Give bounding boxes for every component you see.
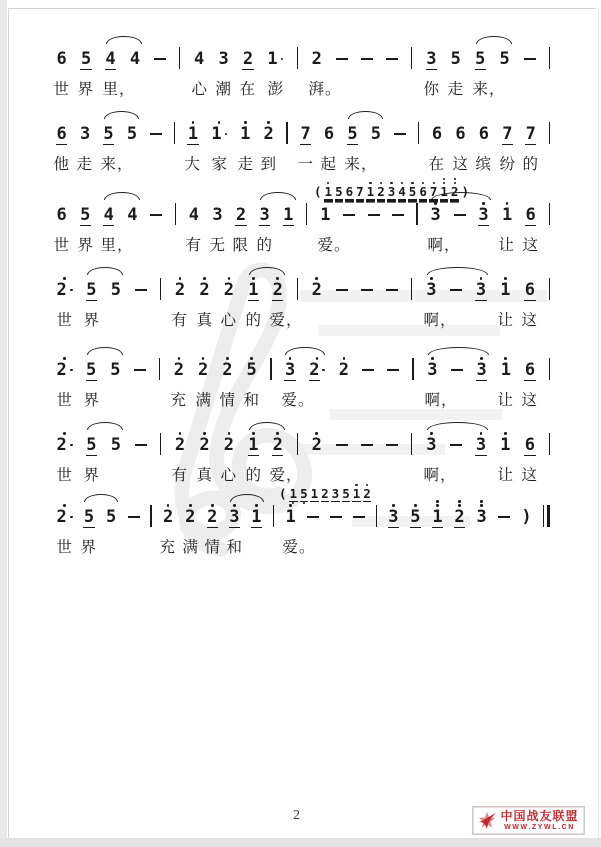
note: 4 [194,49,205,69]
note: 3 [259,205,270,225]
tie-arc [87,267,123,275]
note: 2 [454,498,465,535]
note: 1 [267,40,284,77]
tie-arc [348,111,383,119]
score-line-2 [53,115,550,177]
note: 1 [310,486,319,501]
barline [297,426,298,455]
score-line-7 [56,486,550,560]
barline [286,115,287,144]
note: 7 [300,124,311,144]
barline [159,351,160,380]
barline [549,115,550,144]
lyric-syllable: 潮 [215,81,233,98]
barline [174,115,175,144]
note: 5 [410,498,421,535]
note: 5 [475,49,486,69]
tie-arc [427,422,488,430]
barline [297,40,298,69]
note: 7 [525,124,536,144]
note: 4 [398,177,407,205]
lyric-syllable: 走 [76,156,94,173]
lyric-syllable: 充 [170,392,188,409]
note: 5 [103,124,114,144]
duration-dash [450,271,462,308]
lyric-syllable: 心 [191,81,209,98]
final-barline [543,498,550,527]
note: 3 [426,426,437,463]
note: 2 [223,426,234,463]
barline [549,426,550,455]
note: 6 [323,124,335,144]
note: 5 [347,124,358,144]
note: 6 [419,177,428,205]
score-line-1 [53,40,550,102]
tie-arc [104,192,140,200]
duration-dash [150,196,162,233]
note: 5 [80,49,92,69]
note: 5 [342,486,350,501]
interlude-figure [279,479,372,507]
note: 3 [218,49,229,69]
lyric-syllable: 的 [256,237,274,254]
note: 6 [431,124,443,144]
barline [150,498,151,527]
lyric-syllable: 世 [56,312,74,329]
note: 6 [56,49,67,69]
note: 2 [56,498,73,535]
note: 3 [430,196,441,233]
note: 1 [352,479,361,507]
lyric-syllable: 让 [497,467,515,484]
lyric-syllable: 限 [232,237,250,254]
note: 5 [80,205,91,225]
score-line-5 [56,351,550,413]
lyric-syllable: 这 [521,312,539,329]
note: 1 [432,498,443,535]
duration-dash [498,498,510,535]
lyric-syllable: 在 [428,156,446,173]
note: 5 [83,507,95,527]
lyric-syllable: 让 [497,312,515,329]
note: 5 [110,280,121,300]
note: 3 [476,498,487,535]
lyric-syllable: 这 [521,467,539,484]
lyric-syllable: 澎 [267,81,285,98]
lyric-syllable: 界 [77,81,95,98]
zywl-logo-url: WWW.ZYWL.CN [504,824,575,831]
barline [270,351,271,380]
score-line-3 [53,184,550,258]
lyric-syllable: 里， [100,237,134,254]
lyric-syllable: 有 [171,312,189,329]
duration-dash [387,351,399,388]
parenthesis: ( [279,486,287,501]
note: 4 [129,49,141,69]
lyric-syllable: 情 [219,392,237,409]
duration-dash [386,271,398,308]
note: 5 [86,435,97,455]
duration-dash [135,271,147,308]
note: 6 [478,124,489,144]
note-row [56,40,550,77]
star-logo-icon [476,810,498,832]
note: 2 [222,351,233,388]
zywl-logo-text [498,810,581,831]
interlude-figure [314,177,470,205]
note: 5 [499,49,510,69]
duration-dash [336,426,348,463]
lyric-syllable: 到 [260,156,278,173]
lyric-syllable: 这 [452,156,470,173]
page-edge-bottom [0,838,601,847]
lyric-syllable: 走 [447,81,465,98]
note: 5 [126,124,138,144]
note: 5 [300,479,309,507]
note: 1 [211,115,228,152]
note: 6 [56,124,67,144]
lyric-syllable: 爱。 [282,539,316,556]
lyric-syllable: 世 [53,81,71,98]
barline [549,351,550,380]
note: 5 [86,280,97,300]
note: 1 [283,205,294,225]
lyric-syllable: 来， [100,156,134,173]
note: 4 [105,49,116,69]
note: 3 [478,196,489,233]
note: 6 [524,435,535,455]
lyric-syllable: 纷 [499,156,517,173]
lyric-syllable: 情 [204,539,222,556]
tie-arc [104,111,139,119]
lyric-syllable: 啊， [424,392,458,409]
barline [273,498,274,527]
note: 5 [450,49,461,69]
note: 3 [387,177,396,205]
note: 2 [242,49,254,69]
barline [297,271,298,300]
lyric-syllable: 界 [83,312,101,329]
duration-dash [134,351,146,388]
score-line-4 [56,271,550,333]
duration-dash [154,40,166,77]
duration-dash [361,426,373,463]
note: 2 [311,49,322,69]
barline [412,351,413,380]
lyric-syllable: 啊， [423,467,457,484]
note: 2 [272,271,283,308]
note: 1 [501,196,512,233]
lyric-syllable: 让 [498,237,516,254]
tie-arc [427,267,488,275]
duration-dash [386,40,398,77]
note: 6 [345,184,354,199]
duration-dash [361,40,373,77]
duration-dash [394,115,406,152]
note: 2 [223,271,234,308]
page-edge-left [0,0,7,847]
note: 1 [248,426,259,463]
tie-arc [249,267,285,275]
note: 7 [356,184,364,199]
note: 2 [173,351,184,388]
note: 2 [162,498,173,535]
duration-dash [128,498,140,535]
note: 3 [331,486,340,501]
note: 4 [127,205,138,225]
note: 5 [335,184,343,199]
lyric-syllable: 爱。 [317,237,351,254]
note: 2 [321,486,329,501]
zywl-logo-title: 中国战友联盟 [500,809,579,823]
barline [411,40,412,69]
tie-arc [428,347,489,355]
note: 1 [324,177,333,205]
lyric-syllable: 心 [220,467,238,484]
note: 2 [311,426,322,463]
page-edge-inner-left [8,8,9,838]
note: 2 [272,426,283,463]
lyric-syllable: 啊， [427,237,461,254]
note: 2 [309,351,326,388]
lyric-syllable: 你 [423,81,441,98]
note: 3 [212,205,223,225]
note: 7 [429,177,438,205]
page-edge-top [8,8,596,9]
duration-dash [524,40,536,77]
duration-dash [150,115,162,152]
note: 5 [110,435,121,455]
note: 6 [525,205,536,225]
lyric-syllable: 爱。 [281,392,315,409]
duration-dash [336,271,348,308]
lyric-syllable: 世 [56,539,74,556]
note: 5 [86,360,97,380]
note: 3 [427,351,438,388]
lyric-syllable: 真 [196,312,214,329]
page-number: 2 [293,808,300,823]
page-edge-right [598,8,599,838]
note: 1 [248,271,259,308]
tie-arc [106,36,142,44]
note: 2 [174,426,185,463]
note-row [56,115,550,152]
lyric-syllable: 家 [211,156,229,173]
note: 3 [388,498,399,535]
note: 5 [246,351,257,388]
lyric-syllable: 这 [521,392,539,409]
note: 6 [524,280,535,300]
note: 2 [56,351,73,388]
barline [549,40,550,69]
note: 1 [285,498,296,535]
tie-arc [476,36,512,44]
barline [306,196,307,225]
lyric-syllable: 无 [209,237,227,254]
note: 1 [240,115,251,152]
note: 5 [370,124,382,144]
lyric-syllable: 缤 [475,156,493,173]
duration-dash [451,351,463,388]
lyric-syllable: 来， [344,156,378,173]
note: 1 [440,177,449,205]
note: 3 [229,498,240,535]
note: 1 [251,498,262,535]
note: 3 [79,124,91,144]
barline [175,196,176,225]
lyric-syllable: 这 [522,237,540,254]
note: 7 [502,124,513,144]
note: 2 [185,498,196,535]
lyric-syllable: 啊， [423,312,457,329]
duration-dash [362,351,374,388]
lyric-syllable: 湃。 [308,81,342,98]
lyric-syllable: 有 [185,237,203,254]
lyric-syllable: 一 [297,156,315,173]
barline [411,426,412,455]
note: 1 [500,271,511,308]
note: 1 [320,205,331,225]
note: 6 [455,124,466,144]
note: 2 [235,205,247,225]
lyric-syllable: 界 [80,539,98,556]
note: 4 [188,205,200,225]
tie-arc [84,494,118,502]
note: 3 [475,271,486,308]
lyric-syllable: 他 [53,156,71,173]
tie-arc [249,422,285,430]
barline [411,271,412,300]
note: 2 [174,271,185,308]
note: 5 [408,177,417,205]
duration-dash [386,426,398,463]
lyric-syllable: 和 [243,392,261,409]
note: 2 [207,498,218,535]
lyric-syllable: 爱， [269,312,303,329]
note: 2 [56,271,73,308]
lyric-syllable: 世 [53,237,71,254]
duration-dash [135,426,147,463]
lyric-syllable: 里， [102,81,136,98]
lyric-syllable: 走 [237,156,255,173]
parenthesis: ) [461,184,469,199]
lyric-syllable: 的 [245,312,263,329]
parenthesis: ( [314,184,322,199]
note-row [56,184,550,233]
barline [549,196,550,225]
note: 6 [524,360,536,380]
lyric-syllable: 世 [56,392,74,409]
lyric-syllable: 心 [220,312,238,329]
note: 1 [366,177,375,205]
lyric-syllable: 让 [497,392,515,409]
note: 2 [377,177,386,205]
duration-dash [450,426,462,463]
lyric-syllable: 界 [83,467,101,484]
barline [160,426,161,455]
note: 4 [103,205,114,225]
barline [376,498,377,527]
lyric-syllable: 满 [195,392,213,409]
lyric-syllable: 来， [472,81,506,98]
barline [418,115,419,144]
note: 2 [363,479,372,507]
parenthesis: ) [521,507,532,527]
lyric-syllable: 的 [245,467,263,484]
lyric-syllable: 充 [159,539,177,556]
note: 5 [105,507,117,527]
barline [160,271,161,300]
tie-arc [87,422,123,430]
lyric-syllable: 爱， [269,467,303,484]
tie-arc [230,494,264,502]
lyric-syllable: 满 [182,539,200,556]
lyric-syllable: 起 [320,156,338,173]
note-row [56,426,550,463]
note: 3 [426,271,437,308]
note: 2 [263,115,274,152]
barline [179,40,180,69]
note: 1 [500,426,511,463]
note: 3 [476,351,487,388]
lyric-syllable: 在 [239,81,257,98]
lyric-syllable: 大 [184,156,202,173]
lyric-syllable: 真 [196,467,214,484]
lyric-syllable: 和 [226,539,244,556]
tie-arc [87,347,123,355]
note: 3 [475,426,486,463]
note: 1 [187,115,198,152]
note: 1 [289,479,298,507]
note: 2 [311,271,322,308]
note: 2 [338,351,349,388]
note: 2 [450,177,459,205]
tie-arc [285,347,325,355]
note: 2 [199,426,210,463]
lyric-syllable: 世 [56,467,74,484]
note-row [56,271,550,308]
duration-dash [336,40,348,77]
note: 1 [500,351,511,388]
lyric-syllable: 的 [522,156,540,173]
note: 2 [56,426,73,463]
tie-arc [260,192,296,200]
note: 6 [56,205,67,225]
note: 5 [110,360,121,380]
note: 3 [426,49,437,69]
note: 2 [198,351,209,388]
note-row [56,351,550,388]
note: 2 [199,271,210,308]
barline [549,271,550,300]
lyric-syllable: 界 [77,237,95,254]
lyric-syllable: 有 [171,467,189,484]
lyric-syllable: 界 [83,392,101,409]
duration-dash [361,271,373,308]
note-row [56,486,550,535]
note: 3 [284,351,295,388]
zywl-logo[interactable] [472,806,585,835]
